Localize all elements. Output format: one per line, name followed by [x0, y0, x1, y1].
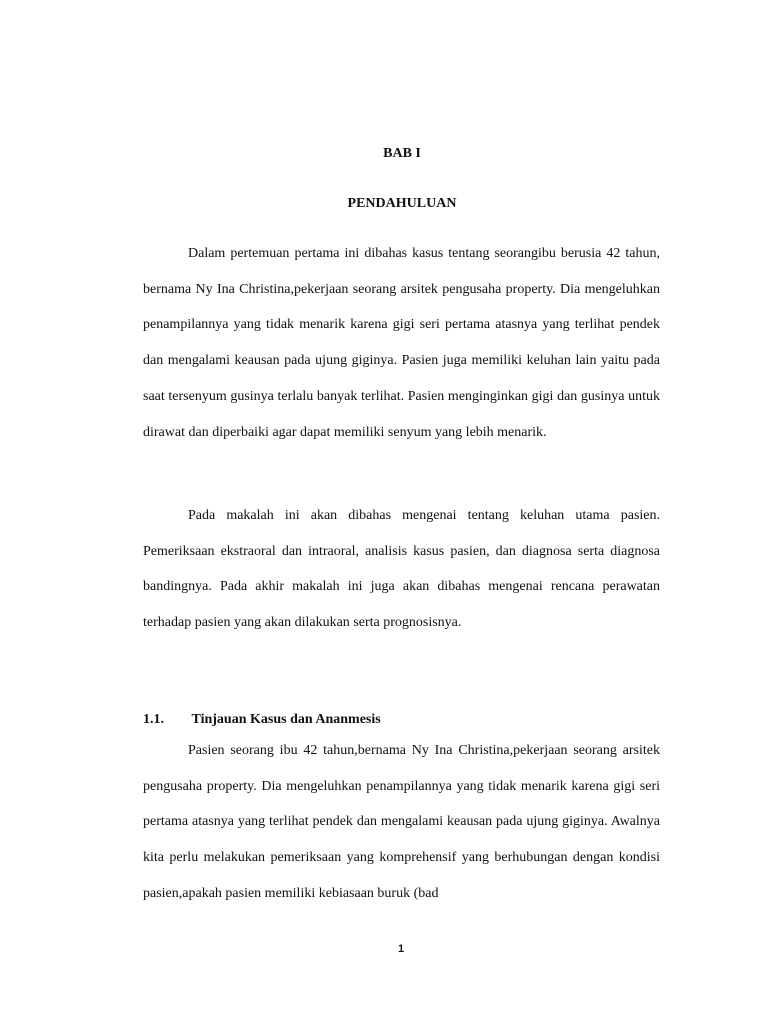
section-paragraph: Pasien seorang ibu 42 tahun,bernama Ny Ina Christina,pekerjaan seorang arsitek pengusaha property. Dia mengeluhkan penampilannya yang tidak menarik karena gigi seri pertama atasnya yang terlihat pendek dan mengalami keausan pada ujung giginya. Awalnya kita perlu melakukan pemeriksaan yang komprehensif yang berhubungan dengan kondisi pasien,apakah pasien memiliki kebiasaan buruk (bad	[143, 743, 660, 901]
chapter-number: BAB I	[383, 146, 421, 161]
chapter-title: PENDAHULUAN	[347, 196, 457, 211]
intro-paragraph-1: Dalam pertemuan pertama ini dibahas kasus tentang seorangibu berusia 42 tahun, bernama Ny Ina Christina,pekerjaan seorang arsitek pengusaha property. Dia mengeluhkan penampilannya yang tidak menarik karena gigi seri pertama atasnya yang terlihat pendek dan mengalami keausan pada ujung giginya. Pasien juga memiliki keluhan lain yaitu pada saat tersenyum gusinya terlalu banyak terlihat. Pasien menginginkan gigi dan gusinya untuk dirawat dan diperbaiki agar dapat memiliki senyum yang lebih menarik.	[143, 246, 660, 440]
section-title: Tinjauan Kasus dan Ananmesis	[191, 712, 381, 727]
intro-paragraph-2: Pada makalah ini akan dibahas mengenai tentang keluhan utama pasien. Pemeriksaan ekstraoral dan intraoral, analisis kasus pasien, dan diagnosa serta diagnosa bandingnya. Pada akhir makalah ini juga akan dibahas mengenai rencana perawatan terhadap pasien yang akan dilakukan serta prognosisnya.	[143, 508, 660, 631]
page-number: 1	[397, 943, 405, 955]
section-heading	[143, 710, 381, 730]
section-number: 1.1.	[143, 712, 164, 727]
